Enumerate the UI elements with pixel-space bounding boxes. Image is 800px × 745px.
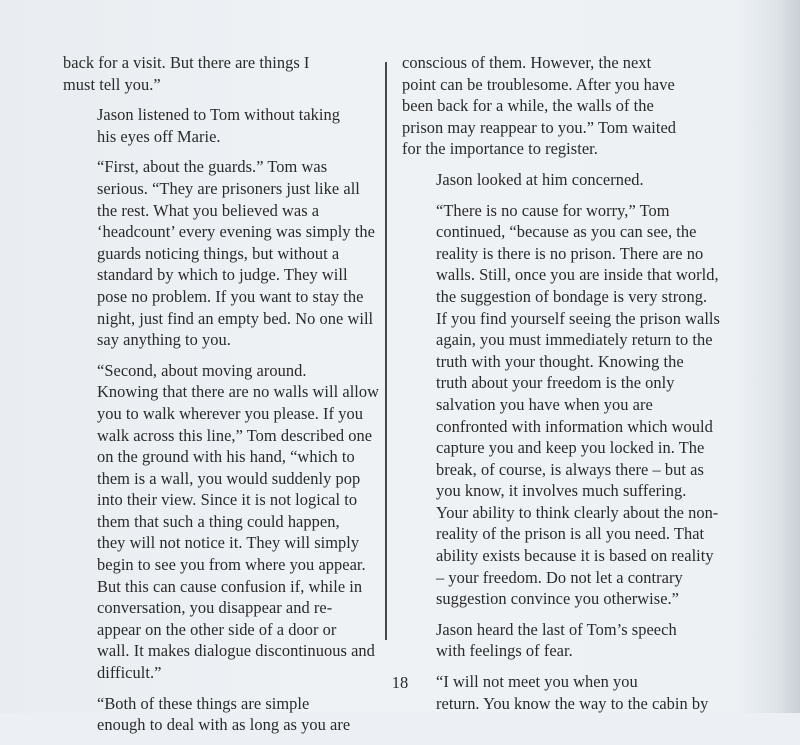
text-line: you to walk wherever you please. If you	[97, 403, 363, 423]
text-line: salvation you have when you are	[436, 394, 653, 414]
text-line: been back for a while, the walls of the	[402, 96, 654, 116]
text-line: say anything to you.	[97, 330, 231, 350]
column-divider	[385, 62, 387, 640]
paragraph	[63, 360, 380, 684]
text-line: for the importance to register.	[402, 139, 598, 159]
paragraph	[402, 619, 714, 662]
paragraph	[402, 169, 714, 191]
text-line: ‘headcount’ every evening was simply the	[97, 222, 375, 242]
text-line: prison may reappear to you.” Tom waited	[402, 117, 677, 137]
text-line: “First, about the guards.” Tom was	[97, 157, 328, 177]
paragraph	[402, 52, 714, 160]
text-line: night, just find an empty bed. No one will	[97, 308, 374, 328]
text-line: them is a wall, you would suddenly pop	[97, 468, 361, 488]
text-line: confronted with information which would	[436, 416, 713, 436]
text-line: walk across this line,” Tom described one	[97, 425, 373, 445]
text-line: return. You know the way to the cabin by	[436, 693, 709, 713]
left-text-column	[63, 52, 380, 745]
text-line: pose no problem. If you want to stay the	[97, 286, 364, 306]
text-line: they will not notice it. They will simply	[97, 533, 360, 553]
text-line: wall. It makes dialogue discontinuous and	[97, 641, 375, 661]
text-line: reality is there is no prison. There are no	[436, 243, 704, 263]
text-line: enough to deal with as long as you are	[97, 715, 351, 735]
text-line: If you find yourself seeing the prison walls	[436, 308, 720, 328]
text-line: “There is no cause for worry,” Tom	[436, 200, 670, 220]
text-line: guards noticing things, but without a	[97, 243, 340, 263]
text-line: capture you and keep you locked in. The	[436, 438, 705, 458]
text-line: on the ground with his hand, “which to	[97, 447, 355, 467]
text-line: back for a visit. But there are things I	[63, 53, 310, 72]
text-line: again, you must immediately return to the	[436, 330, 713, 350]
text-line: his eyes off Marie.	[97, 126, 221, 146]
text-line: with feelings of fear.	[436, 641, 573, 661]
paragraph	[63, 156, 373, 350]
right-text-column	[402, 52, 720, 723]
text-line: conversation, you disappear and re-	[97, 598, 333, 618]
text-line: But this can cause confusion if, while in	[97, 576, 363, 596]
text-line: standard by which to judge. They will	[97, 265, 348, 285]
text-line: – your freedom. Do not let a contrary	[436, 567, 683, 587]
text-line: “I will not meet you when you	[436, 672, 638, 692]
text-line: Jason heard the last of Tom’s speech	[436, 619, 677, 639]
paragraph	[63, 52, 373, 95]
text-line: Jason listened to Tom without taking	[97, 105, 341, 125]
text-line: begin to see you from where you appear.	[97, 555, 366, 575]
text-line: point can be troublesome. After you have	[402, 74, 675, 94]
text-line: continued, “because as you can see, the	[436, 222, 697, 242]
text-line: ability exists because it is based on reality	[436, 546, 714, 566]
text-line: conscious of them. However, the next	[402, 53, 652, 72]
text-line: must tell you.”	[63, 74, 161, 94]
text-line: Your ability to think clearly about the non-	[436, 502, 719, 522]
text-line: the suggestion of bondage is very strong.	[436, 286, 708, 306]
text-line: truth about your freedom is the only	[436, 373, 675, 393]
text-line: them that such a thing could happen,	[97, 511, 340, 531]
text-line: walls. Still, once you are inside that world,	[436, 265, 719, 285]
text-line: you know, it involves much suffering.	[436, 481, 687, 501]
text-line: break, of course, is always there – but as	[436, 459, 704, 479]
page-number: 18	[391, 673, 409, 692]
text-line: Jason looked at him concerned.	[436, 169, 644, 189]
text-line: appear on the other side of a door or	[97, 619, 337, 639]
text-line: truth with your thought. Knowing the	[436, 351, 684, 371]
paragraph	[402, 200, 720, 610]
text-line: Knowing that there are no walls will allow	[97, 382, 380, 402]
text-line: suggestion convince you otherwise.”	[436, 589, 679, 609]
text-line: reality of the prison is all you need. That	[436, 524, 705, 544]
text-line: “Second, about moving around.	[97, 360, 307, 380]
paragraph	[63, 104, 373, 147]
text-line: difficult.”	[97, 663, 162, 683]
text-line: serious. “They are prisoners just like all	[97, 178, 360, 198]
paragraph	[63, 693, 373, 736]
text-line: the rest. What you believed was a	[97, 200, 320, 220]
text-line: into their view. Since it is not logical to	[97, 490, 358, 510]
text-line: “Both of these things are simple	[97, 693, 310, 713]
